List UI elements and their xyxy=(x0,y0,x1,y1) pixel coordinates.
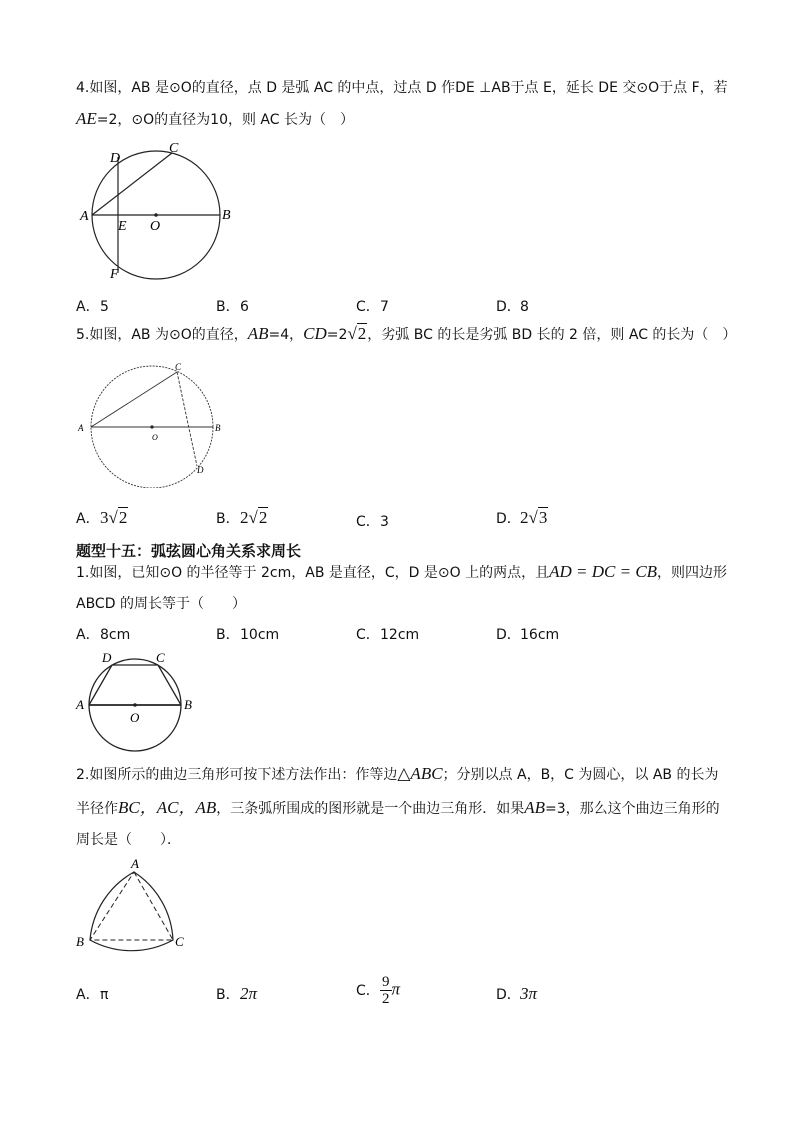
s1-figure xyxy=(74,650,204,755)
q5-label-d: D xyxy=(197,465,204,475)
q5-option-d[interactable]: D．2√3 xyxy=(496,508,548,527)
q4-label-b: B xyxy=(222,208,231,223)
s1-label-a: A xyxy=(76,697,84,712)
s1-option-d[interactable]: D．16cm xyxy=(496,627,560,643)
q5-option-c[interactable]: C．3 xyxy=(356,514,389,530)
q5-label-o: O xyxy=(152,433,158,442)
q4-option-c[interactable]: C．7 xyxy=(356,299,389,315)
s1-quadrilateral xyxy=(89,665,181,705)
q4-figure xyxy=(76,140,256,285)
s1-label-c: C xyxy=(156,650,165,665)
q4-label-e: E xyxy=(118,219,127,234)
q4-text-line1: 4.如图，AB 是⊙O的直径，点 D 是弧 AC 的中点，过点 D 作DE ⊥AB于点 E，延长 DE 交⊙O于点 F，若 xyxy=(76,80,728,96)
q5-label-a: A xyxy=(78,423,84,433)
q5-chord-cd xyxy=(177,372,197,466)
q4-label-f: F xyxy=(110,267,119,282)
s2-option-c[interactable]: C． $\frac{9}{2}$ π xyxy=(356,974,401,1007)
s1-label-b: B xyxy=(184,697,192,712)
s1-center-dot xyxy=(133,703,137,707)
q5-option-b[interactable]: B．2√2 xyxy=(216,508,268,527)
q4-label-d: D xyxy=(110,151,121,166)
q5-chord-ac xyxy=(91,372,177,427)
s2-label-a: A xyxy=(131,856,139,871)
q4-chord-ac xyxy=(92,153,172,215)
q5-figure xyxy=(76,358,226,488)
s2-label-c: C xyxy=(175,934,184,949)
q5-text: 5.如图，AB 为⊙O的直径，AB=4，CD=2√2，劣弧 BC 的长是劣弧 BD 长的 2 倍，则 AC 的长为（ ） xyxy=(76,324,737,343)
q4-label-a: A xyxy=(80,209,89,224)
s2-option-d[interactable]: D．3π xyxy=(496,984,538,1003)
s1-text-line1: 1.如图，已知⊙O 的半径等于 2cm，AB 是直径，C，D 是⊙O 上的两点，且AD = DC = CB，则四边形 xyxy=(76,562,728,581)
s2-triangle xyxy=(90,872,173,940)
s2-option-b[interactable]: B．2π xyxy=(216,984,258,1003)
s2-label-b: B xyxy=(76,934,84,949)
s2-text-line1: 2.如图所示的曲边三角形可按下述方法作出：作等边△ABC；分别以点 A，B，C 为圆心，以 AB 的长为 xyxy=(76,764,719,783)
s1-option-a[interactable]: A．8cm xyxy=(76,627,131,643)
s2-figure xyxy=(74,856,194,956)
q4-text-line2 xyxy=(76,109,354,130)
q5-label-c: C xyxy=(175,362,182,372)
q5-center-dot xyxy=(150,425,153,428)
q4-option-b[interactable]: B．6 xyxy=(216,299,249,315)
s2-text-line3: 周长是（ ）． xyxy=(76,832,181,848)
s2-option-a[interactable]: A．π xyxy=(76,987,109,1003)
q5-option-a[interactable]: A．3√2 xyxy=(76,508,128,527)
s1-arcs: AD = DC = CB xyxy=(549,562,658,581)
s1-option-b[interactable]: B．10cm xyxy=(216,627,280,643)
s2-reuleaux xyxy=(90,872,173,951)
section-title: 题型十五：弧弦圆心角关系求周长 xyxy=(76,542,302,560)
s1-label-o: O xyxy=(130,710,140,725)
q4-label-o: O xyxy=(150,219,161,234)
q4-label-c: C xyxy=(169,141,179,156)
s1-option-c[interactable]: C．12cm xyxy=(356,627,420,643)
q5-label-b: B xyxy=(215,423,221,433)
q4-option-d[interactable]: D．8 xyxy=(496,299,529,315)
s1-text-line2: ABCD 的周长等于（ ） xyxy=(76,596,246,612)
q4-option-a[interactable]: A．5 xyxy=(76,299,109,315)
q4-ae: AE xyxy=(76,109,97,128)
s2-text-line2: 半径作BC，AC，AB，三条弧所围成的图形就是一个曲边三角形．如果AB=3，那么这个曲边三角形的 xyxy=(76,798,720,817)
q4-center-dot xyxy=(154,213,158,217)
q4-text-line2b: =2，⊙O的直径为10，则 AC 长为（ ） xyxy=(96,112,354,128)
s1-label-d: D xyxy=(102,650,112,665)
